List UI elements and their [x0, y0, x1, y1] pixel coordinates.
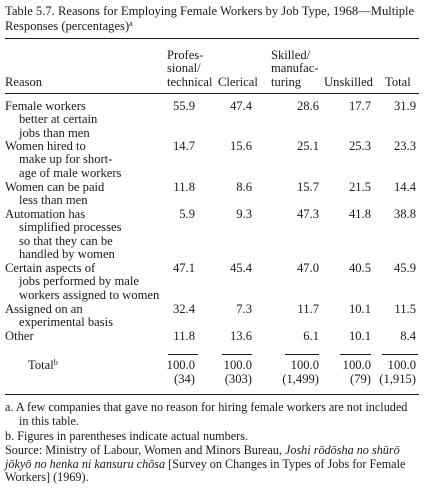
value-prof: 32.4: [172, 302, 195, 316]
header-skilled-manufacturing: [271, 49, 319, 89]
value-total: 31.9: [393, 99, 416, 113]
caption-footnote-marker: a: [129, 19, 133, 28]
sum-rule: [285, 354, 319, 355]
value-prof: 5.9: [179, 207, 195, 221]
total-unskilled: 100.0: [342, 358, 371, 372]
header-unskilled: Unskilled: [324, 75, 373, 89]
header-professional-technical: [167, 49, 212, 89]
value-skilled: 47.0: [296, 261, 319, 275]
source-title: jōkyō no henka ni kansuru chōsa: [5, 456, 166, 471]
header-prof-line: sional/: [167, 61, 201, 76]
header-prof-line: Profes-: [167, 48, 204, 62]
value-unskilled: 41.8: [348, 207, 371, 221]
total-skilled: 100.0: [290, 358, 319, 372]
source-line-3: Workers] (1969).: [5, 470, 89, 485]
reason-cell: [5, 303, 163, 330]
header-total: Total: [385, 75, 411, 89]
footnote-b: b. Figures in parentheses indicate actual numbers.: [5, 429, 249, 443]
reason-line: better at certain: [19, 112, 98, 127]
reason-cell: [5, 208, 163, 262]
header-skilled-line: Skilled/: [271, 48, 311, 62]
caption-line-2-text: Responses (percentages): [5, 19, 130, 33]
source-title: Joshi rōdōsha no shūrō: [284, 443, 400, 457]
total-row-label: [28, 359, 186, 372]
table-header-rule: [5, 93, 419, 94]
total-clerical: 100.0: [223, 358, 252, 372]
sum-rule: [222, 354, 252, 355]
table-top-rule: [5, 38, 419, 39]
value-unskilled: 40.5: [348, 261, 371, 275]
value-unskilled: 25.3: [348, 139, 371, 153]
value-clerical: 45.4: [229, 261, 252, 275]
value-skilled: 15.7: [296, 180, 319, 194]
total-prof: 100.0: [166, 358, 195, 372]
value-skilled: 47.3: [296, 207, 319, 221]
value-skilled: 25.1: [296, 139, 319, 153]
count-clerical: (303): [224, 372, 252, 386]
total-label-text: Total: [28, 358, 54, 372]
value-clerical: 47.4: [229, 99, 252, 113]
source-rest: [Survey on Changes in Types of Jobs for Female: [165, 456, 406, 471]
sum-rule: [382, 354, 418, 355]
count-total: (1,915): [379, 372, 416, 386]
value-prof: 55.9: [172, 99, 195, 113]
reason-line: handled by women: [19, 247, 115, 262]
header-reason: Reason: [5, 75, 43, 89]
total-total: 100.0: [387, 358, 416, 372]
reason-line: workers assigned to women: [19, 287, 160, 302]
footnote-a-line: a. A few companies that gave no reason for hiring female workers are not included: [5, 400, 408, 414]
value-total: 45.9: [393, 261, 416, 275]
source-prefix: Source: Ministry of Labour, Women and Minors Bureau,: [5, 443, 285, 457]
reason-line: Other: [5, 329, 34, 343]
value-skilled: 6.1: [303, 329, 319, 343]
reason-line: age of male workers: [19, 165, 122, 180]
header-prof-line: technical: [167, 74, 213, 89]
value-clerical: 9.3: [236, 207, 252, 221]
header-skilled-line: turing: [271, 74, 302, 89]
sum-rule: [168, 354, 198, 355]
value-prof: 47.1: [172, 261, 195, 275]
reason-line: jobs performed by male: [19, 274, 139, 289]
count-skilled: (1,499): [282, 372, 319, 386]
total-footnote-marker: b: [53, 358, 58, 367]
value-total: 11.5: [394, 302, 416, 316]
value-unskilled: 10.1: [348, 302, 371, 316]
value-prof: 11.8: [173, 329, 195, 343]
value-clerical: 7.3: [236, 302, 252, 316]
caption-line-2: [5, 19, 421, 34]
reason-line: Women can be paid: [5, 180, 105, 194]
reason-line: experimental basis: [19, 315, 114, 330]
value-total: 38.8: [393, 207, 416, 221]
value-clerical: 15.6: [229, 139, 252, 153]
footnote-a-line: in this table.: [19, 413, 79, 428]
reason-line: Female workers: [5, 99, 86, 113]
reason-cell: [5, 140, 163, 180]
caption-line-1: Table 5.7. Reasons for Employing Female Workers by Job Type, 1968—Multiple: [5, 4, 415, 18]
reason-line: Certain aspects of: [5, 261, 96, 275]
reason-line: make up for short-: [19, 152, 113, 167]
count-unskilled: (79): [350, 372, 371, 386]
value-prof: 14.7: [172, 139, 195, 153]
reason-line: jobs than men: [19, 125, 90, 140]
source-note: [5, 444, 421, 485]
header-clerical: Clerical: [218, 75, 258, 89]
header-skilled-line: manufac-: [271, 61, 319, 76]
value-total: 8.4: [400, 329, 416, 343]
reason-line: less than men: [19, 193, 88, 208]
value-skilled: 28.6: [296, 99, 319, 113]
value-skilled: 11.7: [297, 302, 319, 316]
value-total: 23.3: [393, 139, 416, 153]
value-unskilled: 21.5: [348, 180, 371, 194]
table-bottom-rule: [5, 394, 419, 395]
value-clerical: 8.6: [236, 180, 252, 194]
reason-line: Automation has: [5, 207, 86, 221]
footnote-a: [5, 401, 421, 428]
value-unskilled: 10.1: [348, 329, 371, 343]
reason-line: simplified processes: [19, 220, 122, 235]
count-prof: (34): [174, 372, 195, 386]
table-caption: [5, 4, 421, 34]
reason-cell: [5, 181, 163, 208]
reason-cell: [5, 330, 163, 343]
reason-line: Women hired to: [5, 139, 86, 153]
sum-rule: [340, 354, 371, 355]
value-clerical: 13.6: [229, 329, 252, 343]
reason-cell: [5, 100, 163, 140]
reason-line: so that they can be: [19, 233, 113, 248]
reason-cell: [5, 262, 163, 302]
source-line-1: [5, 444, 421, 458]
value-total: 14.4: [393, 180, 416, 194]
source-line-2: [5, 458, 421, 472]
value-unskilled: 17.7: [348, 99, 371, 113]
reason-line: Assigned on an: [5, 302, 83, 316]
value-prof: 11.8: [173, 180, 195, 194]
